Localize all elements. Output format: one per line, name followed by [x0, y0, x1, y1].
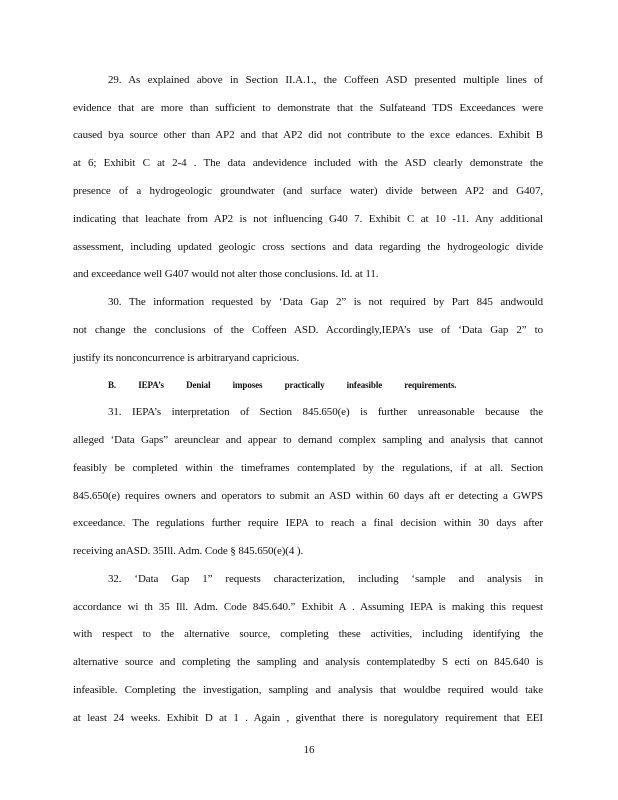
paragraph-31-line-6: receiving anASD. 35Ill. Adm. Code § 845.650(e)(4 ). [73, 545, 304, 557]
paragraph-30-line-1: 30. The information requested by ‘Data Gap 2” is not required by Part 845 andwould [108, 296, 543, 308]
paragraph-29-line-7: assessment, including updated geologic cross sections and data regarding the hydrogeologic divide [73, 241, 543, 253]
paragraph-32-line-1: 32. ‘Data Gap 1” requests characterization, including ‘sample and analysis in [108, 573, 543, 585]
paragraph-29-line-2: evidence that are more than sufficient to demonstrate that the Sulfateand TDS Exceedances were [73, 102, 543, 114]
paragraph-31-line-2: alleged ‘Data Gaps” areunclear and appear to demand complex sampling and analysis that cannot [73, 434, 543, 446]
paragraph-29-line-3: caused bya source other than AP2 and that AP2 did not contribute to the exce edances. Exhibit B [73, 129, 543, 141]
paragraph-29-line-6: indicating that leachate from AP2 is not influencing G40 7. Exhibit C at 10 -11. Any additional [73, 213, 543, 225]
paragraph-31-line-1: 31. IEPA’s interpretation of Section 845.650(e) is further unreasonable because the [108, 406, 543, 418]
paragraph-32-line-6: at least 24 weeks. Exhibit D at 1 . Again , giventhat there is noregulatory requirement that EEI [73, 712, 543, 724]
page-number: 16 [303, 744, 315, 756]
paragraph-30-line-3: justify its nonconcurrence is arbitraryand capricious. [73, 352, 300, 364]
paragraph-30-line-2: not change the conclusions of the Coffeen ASD. Accordingly,IEPA’s use of ‘Data Gap 2” to [73, 324, 543, 336]
paragraph-29-line-8: and exceedance well G407 would not alter those conclusions. Id. at 11. [73, 268, 379, 280]
section-heading-b: B. IEPA’s Denial imposes practically infeasible requirements. [108, 380, 457, 390]
paragraph-32-line-4: alternative source and completing the sampling and analysis contemplatedby S ecti on 845.640 is [73, 656, 543, 668]
paragraph-31-line-5: exceedance. The regulations further require IEPA to reach a final decision within 30 days after [73, 517, 543, 529]
paragraph-32-line-2: accordance wi th 35 Ill. Adm. Code 845.640.” Exhibit A . Assuming IEPA is making this request [73, 601, 543, 613]
paragraph-29-line-4: at 6; Exhibit C at 2-4 . The data andevidence included with the ASD clearly demonstrate the [73, 157, 543, 169]
paragraph-32-line-3: with respect to the alternative source, completing these activities, including identifying the [73, 628, 543, 640]
paragraph-29-line-1: 29. As explained above in Section II.A.1., the Coffeen ASD presented multiple lines of [108, 74, 543, 86]
paragraph-31-line-4: 845.650(e) requires owners and operators to submit an ASD within 60 days aft er detecting a GWPS [73, 490, 543, 502]
paragraph-32-line-5: infeasible. Completing the investigation, sampling and analysis that wouldbe required would take [73, 684, 543, 696]
paragraph-29-line-5: presence of a hydrogeologic groundwater (and surface water) divide between AP2 and G407, [73, 185, 543, 197]
paragraph-31-line-3: feasibly be completed within the timeframes contemplated by the regulations, if at all. Section [73, 462, 543, 474]
